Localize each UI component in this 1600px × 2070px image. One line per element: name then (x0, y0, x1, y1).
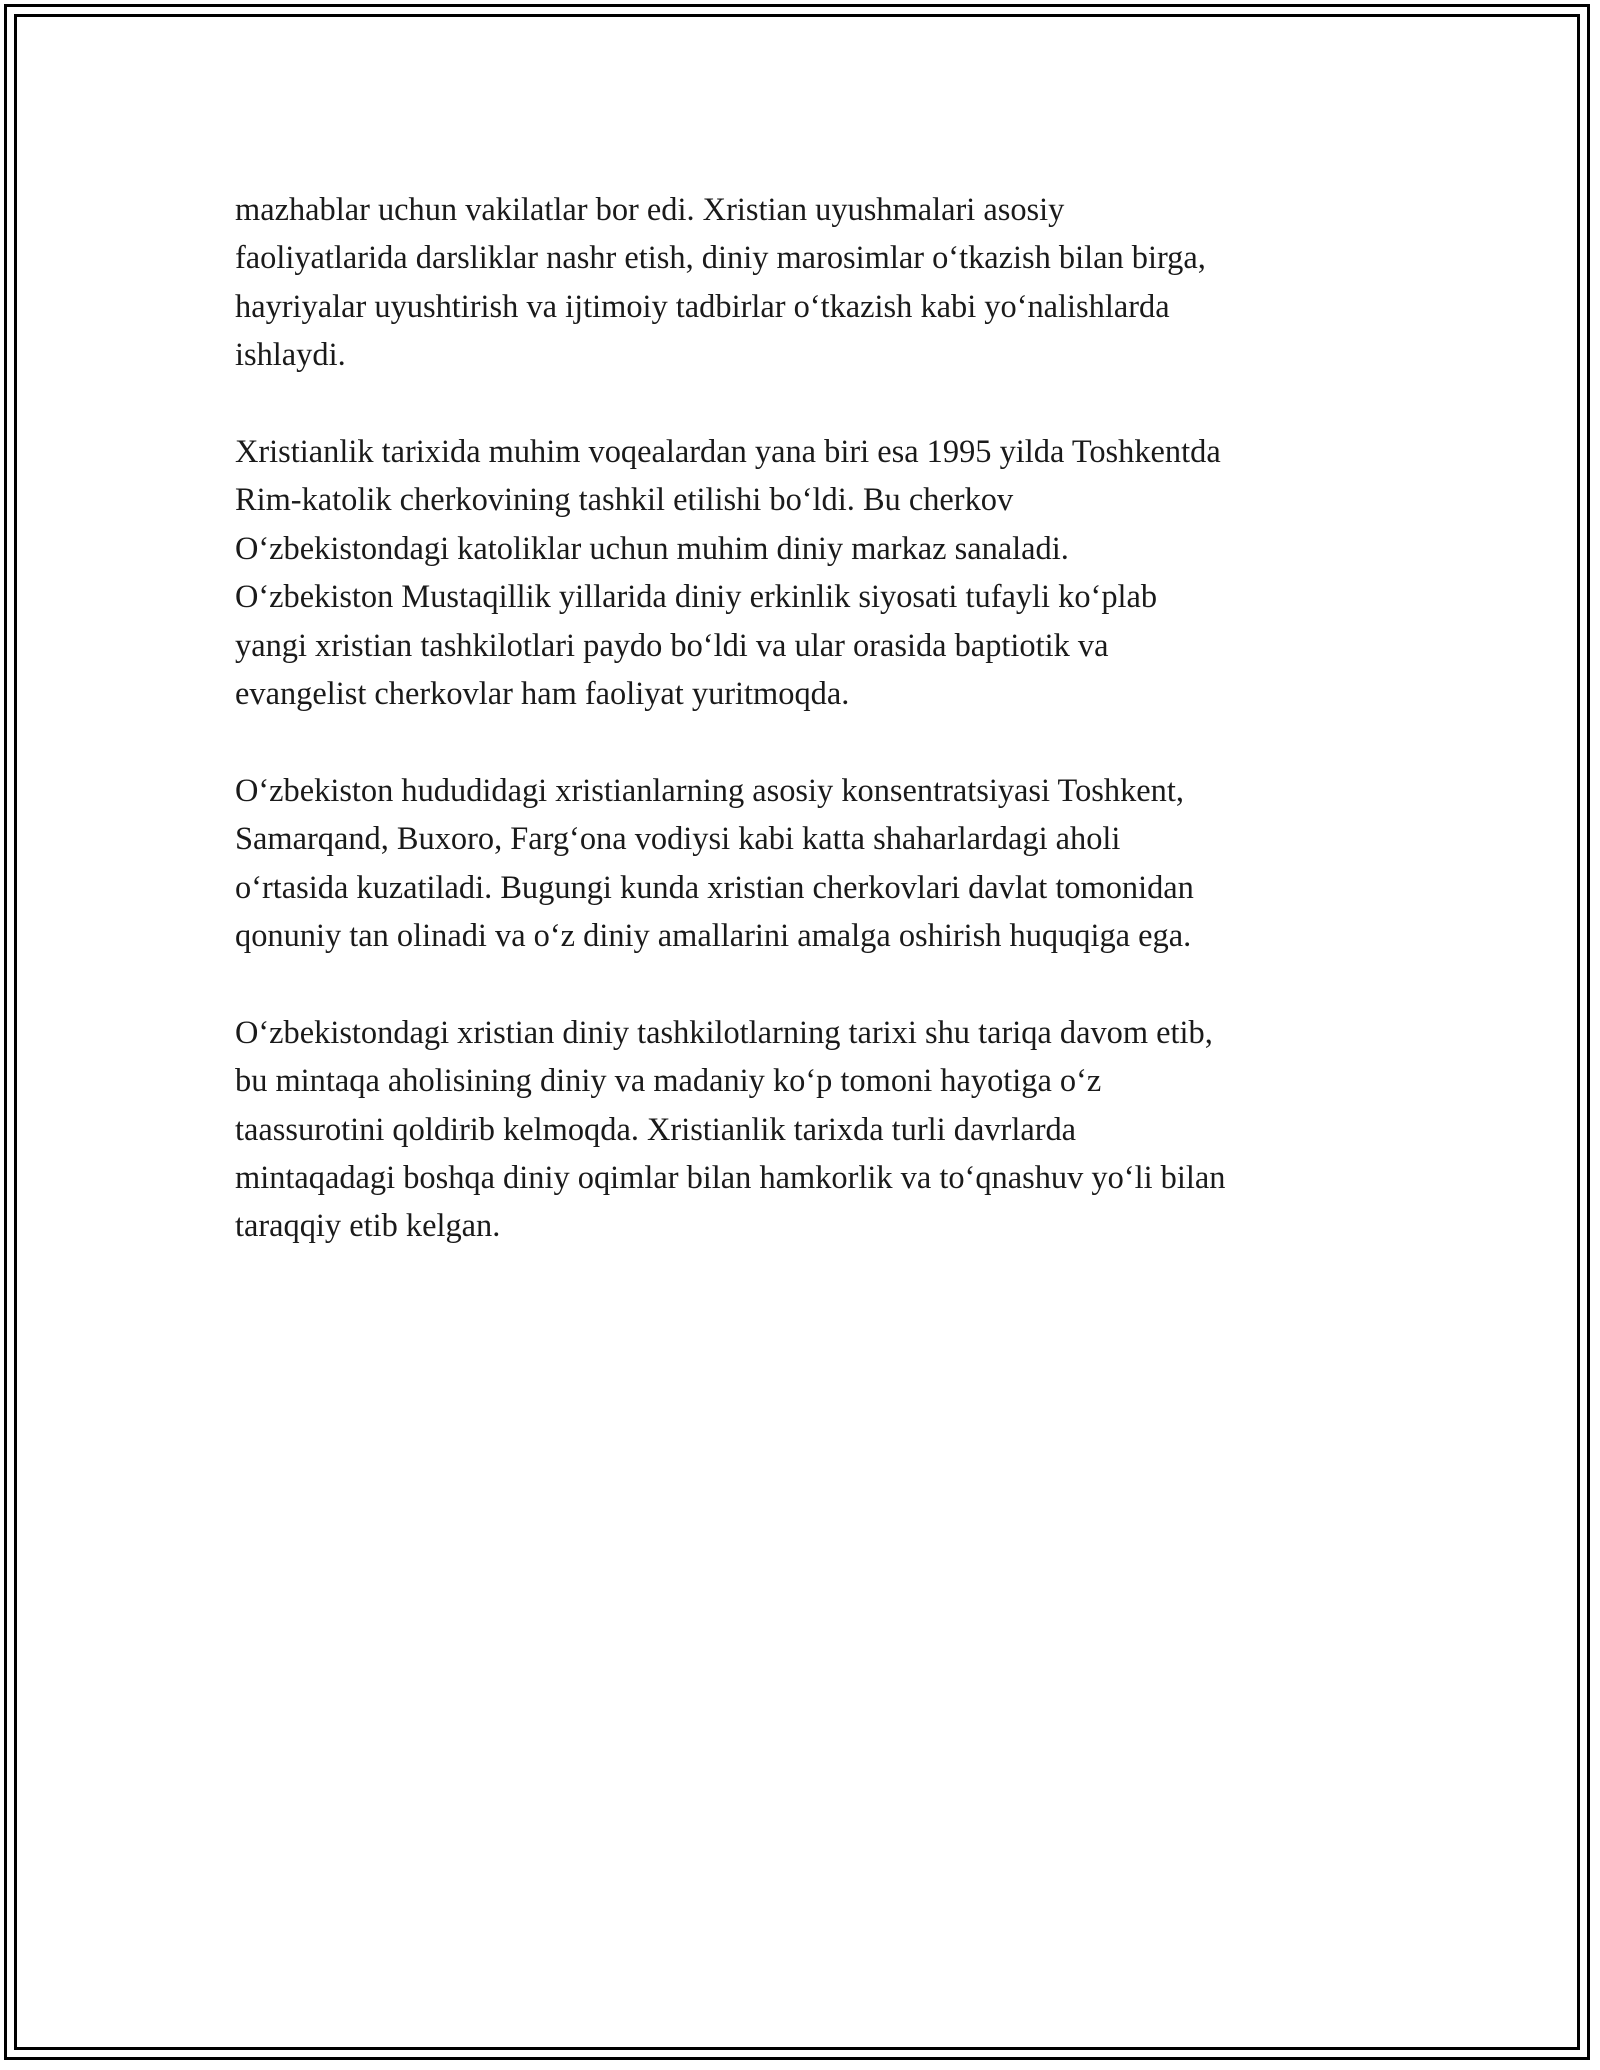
text-line: Xristianlik tarixida muhim voqealardan yana biri esa 1995 yilda Toshkentda (235, 434, 1221, 471)
text-line: evangelist cherkovlar ham faoliyat yuritmoqda. (235, 676, 850, 713)
text-line: taassurotini qoldirib kelmoqda. Xristianlik tarixda turli davrlarda (235, 1111, 1077, 1148)
paragraph-3 (235, 767, 1375, 961)
text-line: Rim-katolik cherkovining tashkil etilishi bo‘ldi. Bu cherkov (235, 482, 1014, 519)
text-line: mintaqadagi boshqa diniy oqimlar bilan hamkorlik va to‘qnashuv yo‘li bilan (235, 1160, 1226, 1197)
text-line: faoliyatlarida darsliklar nashr etish, diniy marosimlar o‘tkazish bilan birga, (235, 240, 1206, 277)
text-line: o‘rtasida kuzatiladi. Bugungi kunda xristian cherkovlari davlat tomonidan (235, 869, 1194, 906)
text-line: qonuniy tan olinadi va o‘z diniy amallarini amalga oshirish huquqiga ega. (235, 918, 1192, 955)
paragraph-1 (235, 186, 1375, 380)
text-line: Samarqand, Buxoro, Farg‘ona vodiysi kabi katta shaharlardagi aholi (235, 821, 1121, 858)
text-line: taraqqiy etib kelgan. (235, 1208, 501, 1245)
paragraph-2 (235, 428, 1375, 718)
text-line: O‘zbekiston Mustaqillik yillarida diniy erkinlik siyosati tufayli ko‘plab (235, 579, 1158, 616)
text-line: O‘zbekiston hududidagi xristianlarning asosiy konsentratsiyasi Toshkent, (235, 772, 1184, 809)
text-line: hayriyalar uyushtirish va ijtimoiy tadbirlar o‘tkazish kabi yo‘nalishlarda (235, 288, 1170, 325)
text-line: O‘zbekistondagi xristian diniy tashkilotlarning tarixi shu tariqa davom etib, (235, 1014, 1213, 1051)
paragraph-4 (235, 1009, 1375, 1251)
text-line: O‘zbekistondagi katoliklar uchun muhim diniy markaz sanaladi. (235, 530, 1069, 567)
text-line: yangi xristian tashkilotlari paydo bo‘ldi va ular orasida baptiotik va (235, 627, 1109, 664)
text-line: bu mintaqa aholisining diniy va madaniy ko‘p tomoni hayotiga o‘z (235, 1063, 1102, 1100)
text-line: ishlaydi. (235, 337, 346, 374)
page-content (235, 186, 1375, 1299)
text-line: mazhablar uchun vakilatlar bor edi. Xristian uyushmalari asosiy (235, 192, 1065, 228)
